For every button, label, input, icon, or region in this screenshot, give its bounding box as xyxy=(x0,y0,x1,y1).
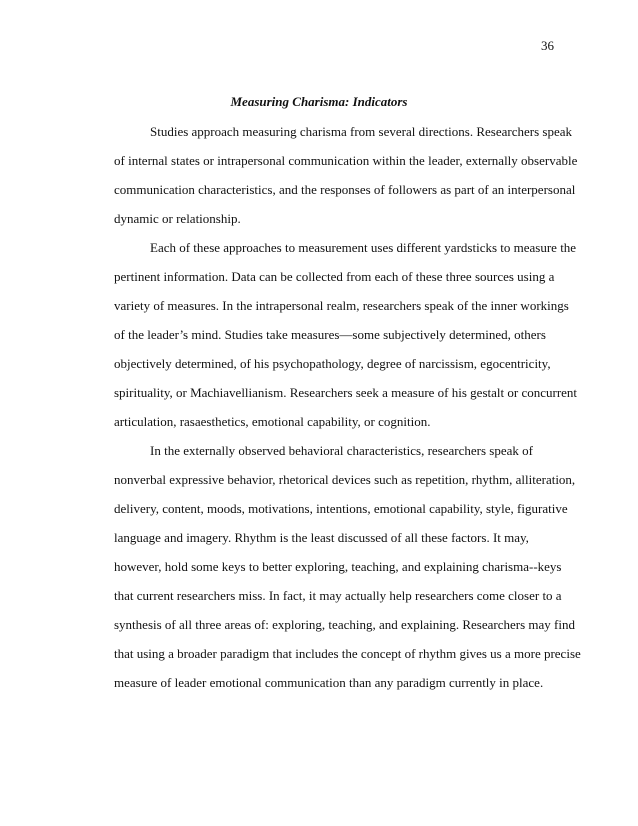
text-line: measure of leader emotional communication than any paradigm currently in place. xyxy=(114,675,544,690)
body-text xyxy=(114,123,581,703)
text-line: that using a broader paradigm that includes the concept of rhythm gives us a more precise xyxy=(114,646,581,661)
text-line: In the externally observed behavioral characteristics, researchers speak of xyxy=(150,443,533,458)
text-line: Studies approach measuring charisma from several directions. Researchers speak xyxy=(150,124,572,139)
text-line: variety of measures. In the intrapersonal realm, researchers speak of the inner workings xyxy=(114,298,569,313)
text-line: synthesis of all three areas of: exploring, teaching, and explaining. Researchers may find xyxy=(114,617,575,632)
text-line: Each of these approaches to measurement uses different yardsticks to measure the xyxy=(150,240,577,255)
paragraph-2 xyxy=(114,239,578,442)
text-line: dynamic or relationship. xyxy=(114,211,241,226)
section-heading: Measuring Charisma: Indicators xyxy=(230,94,408,109)
text-line: objectively determined, of his psychopathology, degree of narcissism, egocentricity, xyxy=(114,356,551,371)
text-line: however, hold some keys to better exploring, teaching, and explaining charisma--keys xyxy=(114,559,562,574)
text-line: spirituality, or Machiavellianism. Researchers seek a measure of his gestalt or concurrent xyxy=(114,385,578,400)
text-line: communication characteristics, and the responses of followers as part of an interpersonal xyxy=(114,182,576,197)
paragraph-1 xyxy=(114,123,578,239)
text-line: of internal states or intrapersonal communication within the leader, externally observable xyxy=(114,153,578,168)
paragraph-3 xyxy=(114,442,581,703)
page-number: 36 xyxy=(541,38,554,53)
text-line: pertinent information. Data can be collected from each of these three sources using a xyxy=(114,269,555,284)
text-line: language and imagery. Rhythm is the least discussed of all these factors. It may, xyxy=(114,530,529,545)
text-line: nonverbal expressive behavior, rhetorical devices such as repetition, rhythm, alliteration, xyxy=(114,472,576,487)
text-line: that current researchers miss. In fact, it may actually help researchers come closer to a xyxy=(114,588,562,603)
text-line: articulation, rasaesthetics, emotional capability, or cognition. xyxy=(114,414,431,429)
text-line: of the leader’s mind. Studies take measures—some subjectively determined, others xyxy=(114,327,546,342)
text-line: delivery, content, moods, motivations, intentions, emotional capability, style, figurative xyxy=(114,501,568,516)
